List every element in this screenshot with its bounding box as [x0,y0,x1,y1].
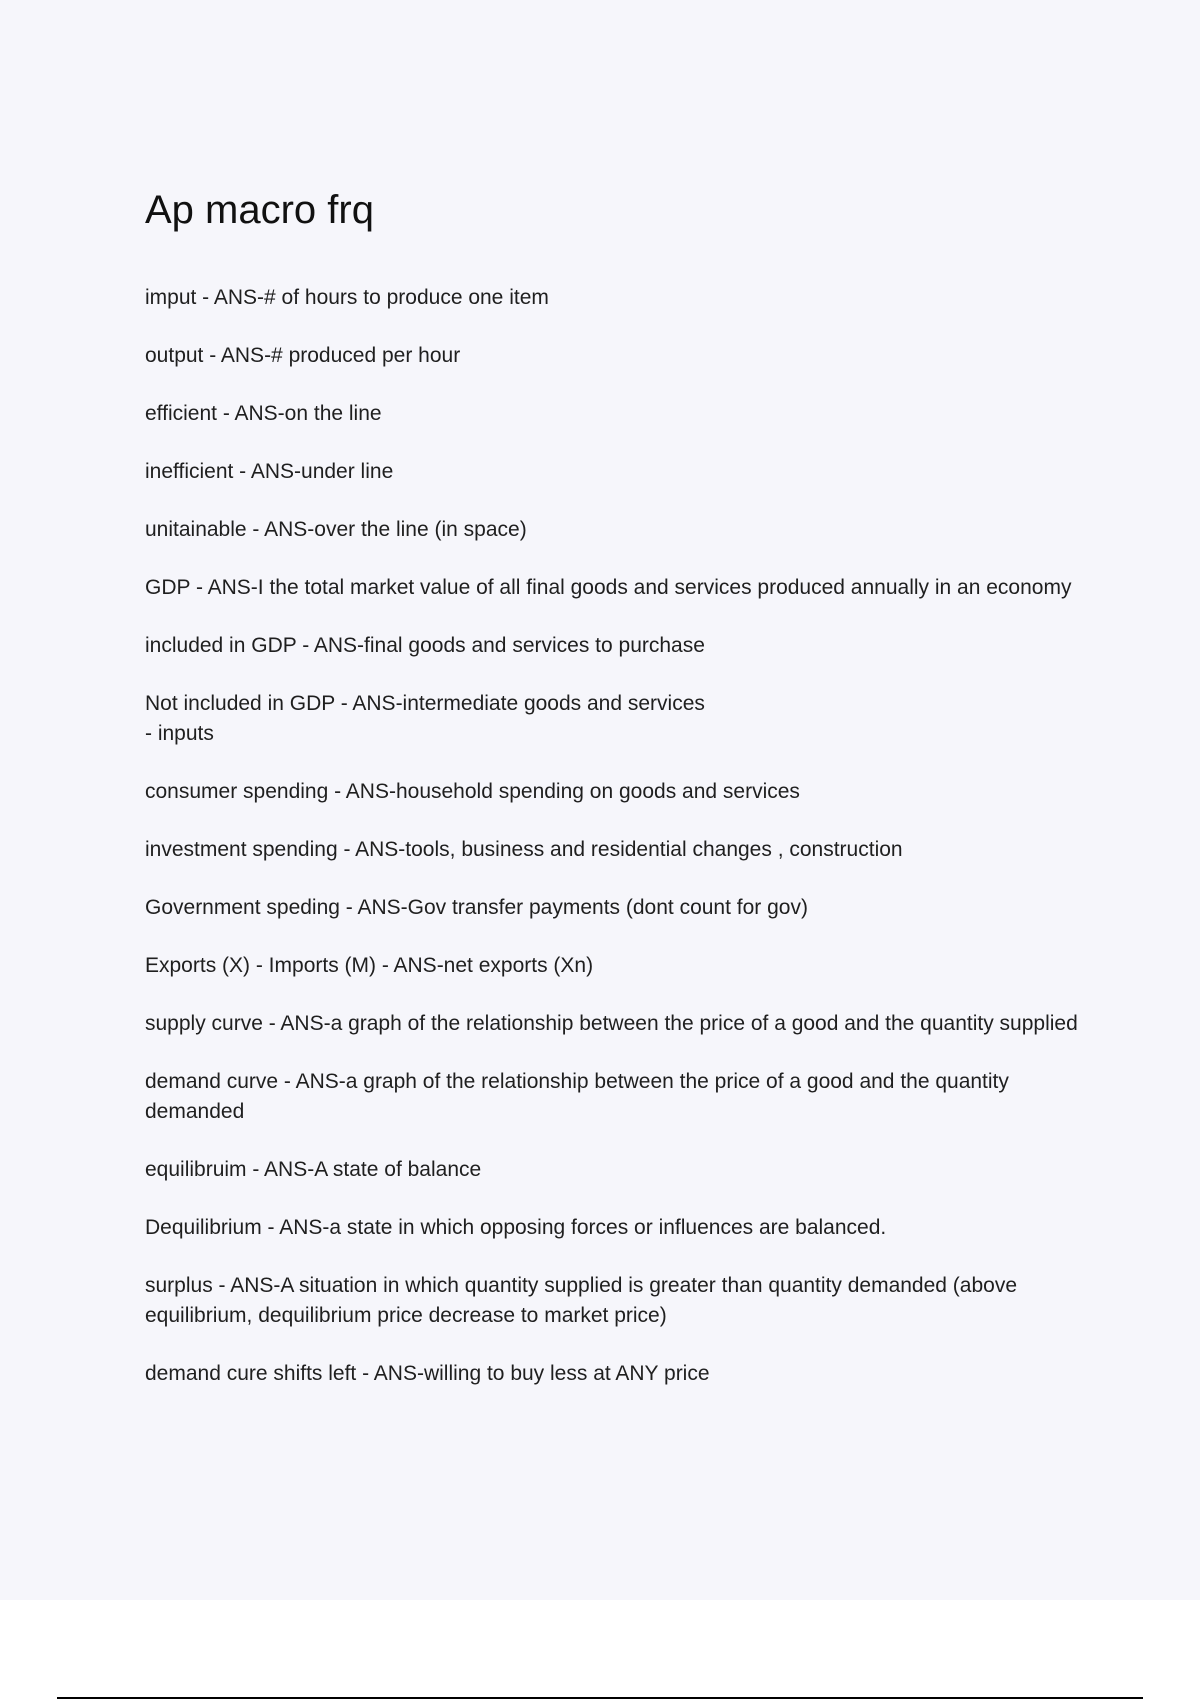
entry-supply-curve: supply curve - ANS-a graph of the relationship between the price of a good and the quantity supplied [145,1012,1078,1035]
document-title: Ap macro frq [145,188,374,232]
entry-investment-spending: investment spending - ANS-tools, business and residential changes , construction [145,838,903,861]
entry-unitainable: unitainable - ANS-over the line (in space) [145,518,527,541]
entry-efficient: efficient - ANS-on the line [145,402,382,425]
entry-not-included-in-gdp: Not included in GDP - ANS-intermediate goods and services - inputs [145,692,705,745]
entry-gdp: GDP - ANS-I the total market value of all final goods and services produced annually in an economy [145,576,1072,599]
entry-included-in-gdp: included in GDP - ANS-final goods and services to purchase [145,634,705,657]
entry-consumer-spending: consumer spending - ANS-household spending on goods and services [145,780,800,803]
entry-government-spending: Government speding - ANS-Gov transfer payments (dont count for gov) [145,896,808,919]
footer-divider [57,1697,1143,1699]
entry-demand-shift-left: demand cure shifts left - ANS-willing to buy less at ANY price [145,1362,710,1385]
entry-output: output - ANS-# produced per hour [145,344,461,367]
document-content [145,180,1085,1417]
entry-imput: imput - ANS-# of hours to produce one item [145,286,549,309]
entry-equilibrium: equilibruim - ANS-A state of balance [145,1158,482,1181]
entry-net-exports: Exports (X) - Imports (M) - ANS-net exports (Xn) [145,954,594,977]
entry-list [145,283,1085,1389]
entry-surplus: surplus - ANS-A situation in which quantity supplied is greater than quantity demanded (above equilibrium, dequilibrium price decrease to market price) [145,1274,1018,1327]
entry-demand-curve: demand curve - ANS-a graph of the relationship between the price of a good and the quantity demanded [145,1070,1009,1123]
entry-dequilibrium: Dequilibrium - ANS-a state in which opposing forces or influences are balanced. [145,1216,887,1239]
entry-inefficient: inefficient - ANS-under line [145,460,394,483]
